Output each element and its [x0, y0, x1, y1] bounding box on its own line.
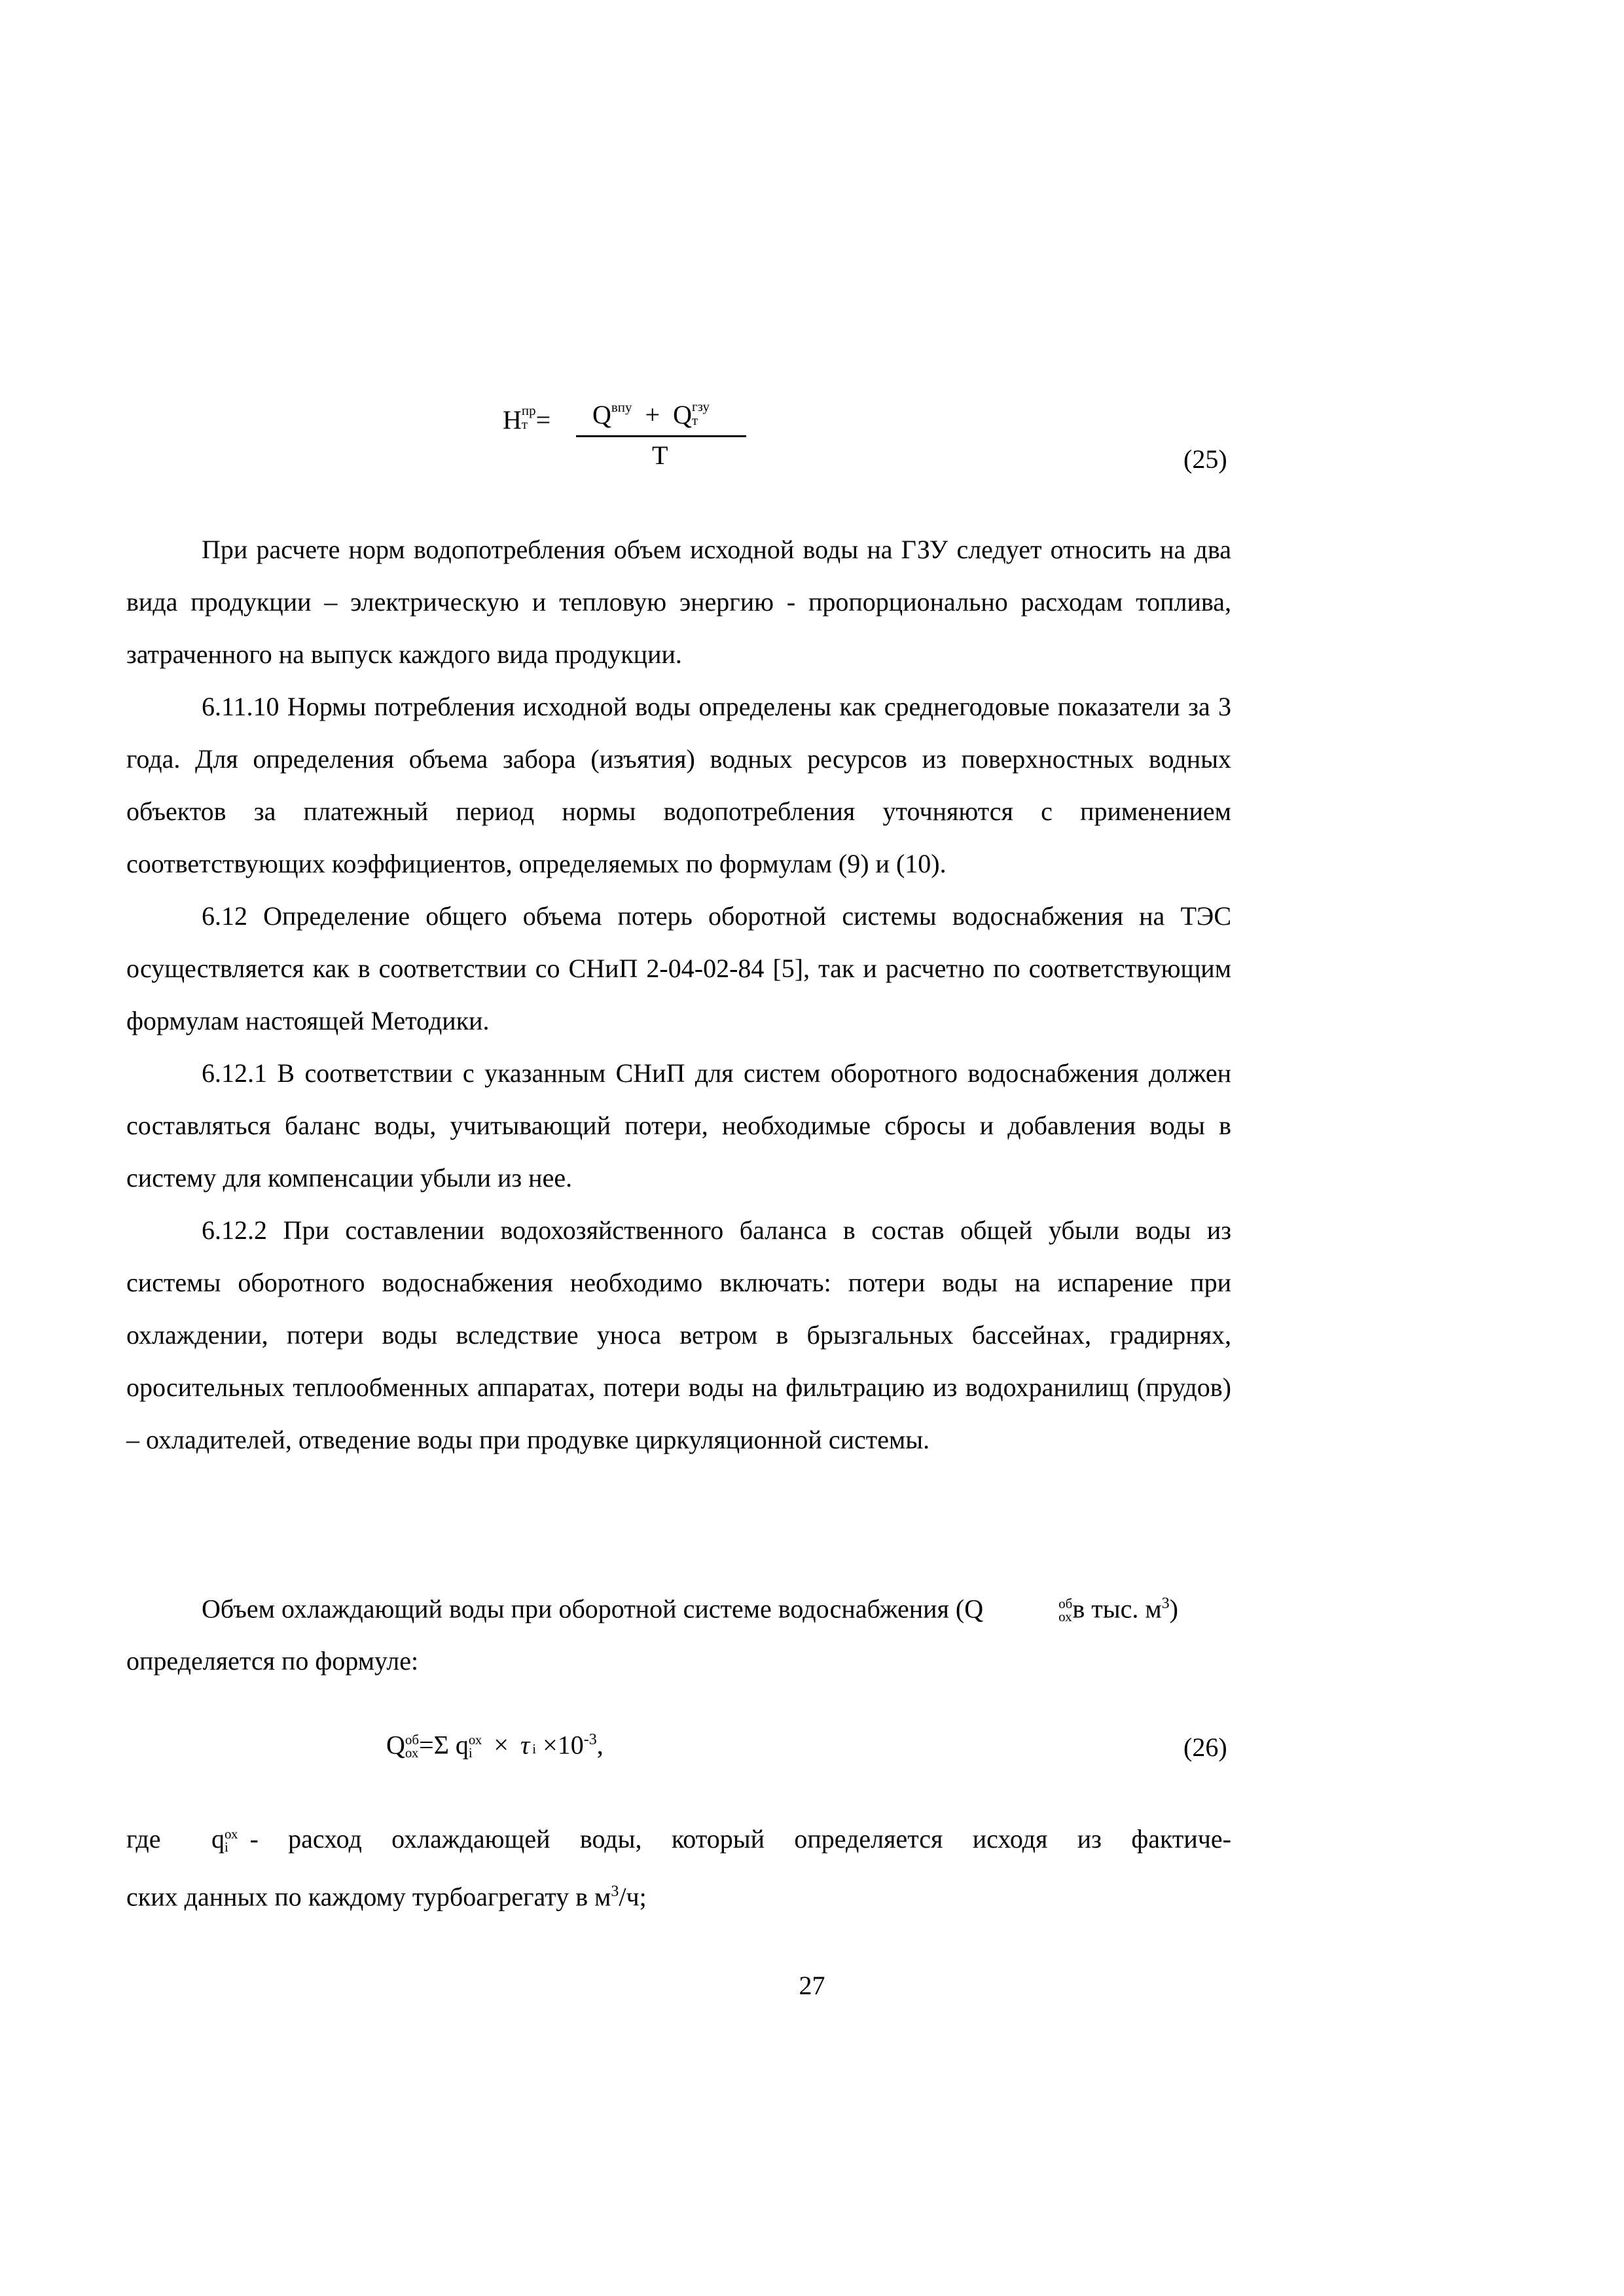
paragraph: 6.11.10 Нормы потребления исходной воды определены как среднегодовые показатели за 3 года. Для определения объема забора (изъятия) водных ресурсов из поверхностных водных объектов за платежный период нормы водопотребления уточняются с применением соответствующих коэффициентов, определяемых по формулам (9) и (10).	[126, 692, 1231, 878]
equation-number-26: (26)	[1183, 1732, 1227, 1762]
fraction-bar	[576, 435, 746, 437]
formula-25-denominator: Т	[652, 440, 668, 470]
paragraph: При расчете норм водопотребления объем исходной воды на ГЗУ следует относить на два вида продукции – электрическую и тепловую энергию - пропорционально расходам топлива, затраченного на выпуск каждого вида продукции.	[126, 535, 1231, 669]
paragraph: 6.12.1 В соответствии с указанным СНиП для систем оборотного водоснабжения должен составляться баланс воды, учитывающий потери, необходимые сбросы и добавления воды в систему для компенсации убыли из нее.	[126, 1058, 1231, 1193]
page-number: 27	[799, 1971, 825, 2000]
formula-25-numerator: $Q^{впу} + Q$ гзу т	[592, 398, 710, 429]
body-text	[126, 524, 1231, 1466]
paragraph: 6.12 Определение общего объема потерь оборотной системы водоснабжения на ТЭС осуществляется как в соответствии со СНиП 2-04-02-84 [5], так и расчетно по соответствующим формулам настоящей Методики.	[126, 901, 1231, 1035]
where-clause: где q ох i - расход охлаждающей воды, который определяется исходя из фактиче- ских данных по каждому турбоагрегату в $м^3/ч$;	[126, 1824, 1231, 1912]
equation-number-25: (25)	[1183, 444, 1227, 474]
paragraph: 6.12.2 При составлении водохозяйственного баланса в состав общей убыли воды из системы оборотного водоснабжения необходимо включать: потери воды на испарение при охлаждении, потери воды вследствие уноса ветром в брызгальных бассейнах, градирнях, оросительных теплообменных аппаратах, потери воды на фильтрацию из водохранилищ (прудов) – охладителей, отведение воды при продувке циркуляционной системы.	[126, 1215, 1231, 1454]
formula-25-lhs: Н	[503, 405, 522, 435]
formula-25: Н пр т =	[503, 402, 551, 435]
volume-paragraph: Объем охлаждающий воды при оборотной системе водоснабжения (Q об ох в тыс. $м^3$) определяется по формуле:	[126, 1594, 1178, 1676]
formula-26: Q об ох =Σ q ох i × τ $i \times 10^{-3}$,	[386, 1730, 604, 1761]
